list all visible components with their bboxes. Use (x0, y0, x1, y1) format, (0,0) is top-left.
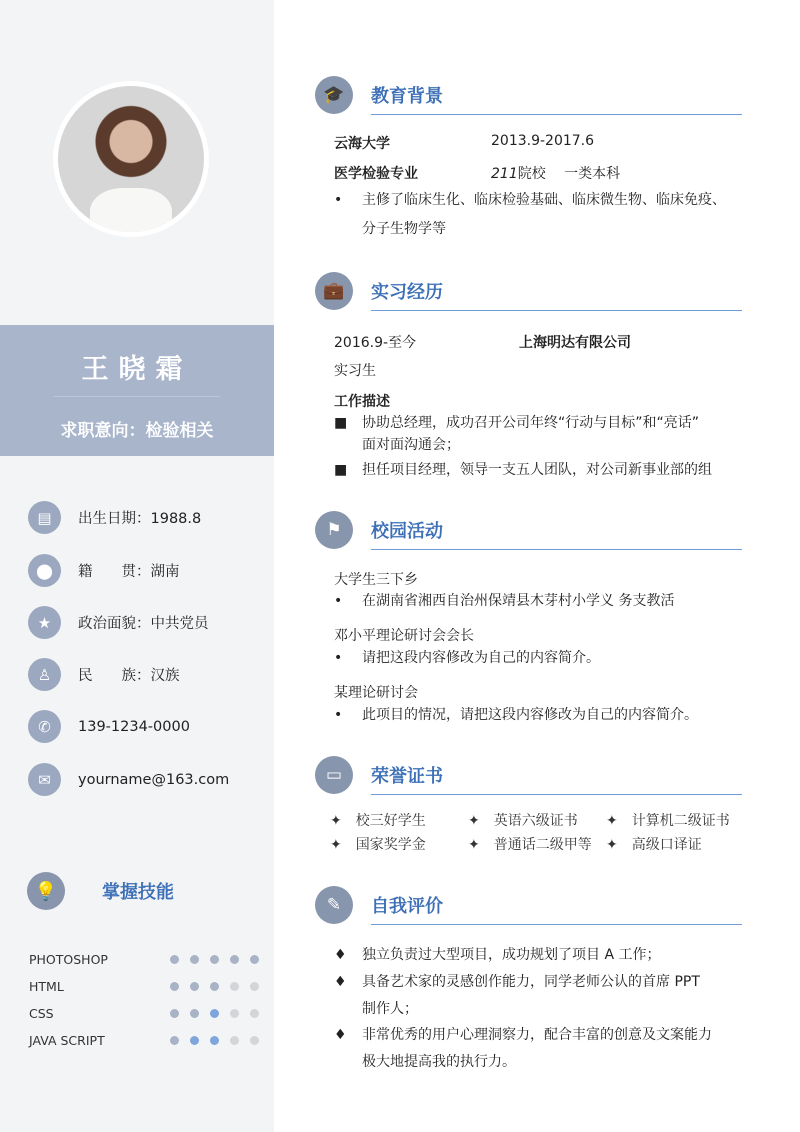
intern-bullet: ■ 协助总经理，成功召开公司年终“行动与目标”和“亮话” 面对面沟通会； (334, 415, 700, 453)
phone-icon: ✆ (28, 710, 61, 743)
skill-dot (250, 1036, 259, 1045)
activity-name: 大学生三下乡 (334, 572, 418, 588)
company: 上海明达有限公司 (519, 335, 631, 351)
bullet-line: 主修了临床生化、临床检验基础、临床微生物、临床免疫、 (362, 192, 726, 208)
name: 王晓霜 (81, 354, 193, 385)
info-origin (28, 554, 180, 587)
skill-dot (210, 982, 219, 991)
bullet-line: 请把这段内容修改为自己的内容简介。 (362, 650, 600, 666)
activity-bullet: • 在湖南省湘西自治州保靖县木芽村小学义 务支教活 (334, 587, 744, 616)
skill-dot (170, 955, 179, 964)
honors-header (315, 754, 742, 795)
info-text: 政治面貌：中共党员 (78, 616, 209, 632)
cake-icon: ▤ (28, 501, 61, 534)
self-bullet: ♦ 具备艺术家的灵感创作能力，同学老师公认的首席 PPT 制作人； (334, 974, 700, 1017)
skill-dot (170, 982, 179, 991)
person-icon: ♙ (28, 658, 61, 691)
skill-name: HTML (29, 979, 64, 994)
briefcase-icon: 💼 (315, 272, 353, 310)
info-email (28, 763, 229, 796)
sparkle-icon: ✦ (468, 813, 480, 829)
info-text: 籍 贯：湖南 (78, 564, 180, 580)
honor-label: 计算机二级证书 (631, 813, 730, 829)
section-title: 实习经历 (371, 278, 742, 311)
tag-211: 211 (491, 166, 518, 182)
skill-dot (210, 955, 219, 964)
self-bullet: ♦ 非常优秀的用户心理洞察力，配合丰富的创意及文案能力 极大地提高我的执行力。 (334, 1027, 712, 1070)
skill-dot (230, 1036, 239, 1045)
skill-dot (230, 982, 239, 991)
sparkle-icon: ✦ (606, 837, 618, 853)
skills-header (27, 872, 174, 910)
info-politics (28, 606, 209, 639)
honor-item (606, 834, 702, 854)
mail-icon: ✉ (28, 763, 61, 796)
skill-dot (190, 955, 199, 964)
skill-level (170, 1009, 259, 1018)
sparkle-icon: ✦ (606, 813, 618, 829)
bullet-line: 担任项目经理，领导一支五人团队，对公司新事业部的组 (362, 462, 712, 478)
graduation-cap-icon: 🎓 (315, 76, 353, 114)
sparkle-icon: ✦ (330, 813, 342, 829)
skill-level (170, 955, 259, 964)
info-text: 139-1234-0000 (78, 718, 190, 735)
activity-name: 某理论研讨会 (334, 685, 418, 701)
self-eval-header (315, 884, 742, 925)
info-birth (28, 501, 201, 534)
info-ethnicity (28, 658, 180, 691)
info-phone (28, 710, 190, 743)
skill-dot (210, 1009, 219, 1018)
skill-row (29, 952, 259, 967)
school: 云海大学 (334, 136, 390, 152)
campus-header (315, 509, 742, 550)
skill-dot (170, 1036, 179, 1045)
avatar (53, 81, 209, 237)
activity-bullet: • 此项目的情况，请把这段内容修改为自己的内容简介。 (334, 701, 744, 730)
bullet-line: 非常优秀的用户心理洞察力，配合丰富的创意及文案能力 (362, 1027, 712, 1043)
info-text: 民 族：汉族 (78, 668, 180, 684)
bullet-line: 具备艺术家的灵感创作能力，同学老师公认的首席 PPT (362, 974, 700, 990)
skill-level (170, 1036, 259, 1045)
divider (54, 396, 220, 397)
internship-header (315, 270, 742, 311)
skill-dot (190, 1036, 199, 1045)
skill-dot (250, 1009, 259, 1018)
sparkle-icon: ✦ (468, 837, 480, 853)
bullet-line: 协助总经理，成功召开公司年终“行动与目标”和“亮话” (362, 415, 700, 431)
skill-row (29, 1006, 259, 1021)
honor-label: 英语六级证书 (493, 813, 578, 829)
intern-bullet: ■ 担任项目经理，领导一支五人团队，对公司新事业部的组 (334, 459, 744, 481)
skill-row (29, 979, 259, 994)
school-tags (491, 163, 620, 183)
skill-dot (190, 982, 199, 991)
honor-item (468, 834, 592, 854)
tag-rest: 院校 一类本科 (517, 166, 621, 182)
skill-name: PHOTOSHOP (29, 952, 108, 967)
desc-title: 工作描述 (334, 394, 390, 410)
activity-name: 邓小平理论研讨会会长 (334, 628, 474, 644)
bullet-line: 分子生物学等 (362, 221, 446, 237)
skill-dot (210, 1036, 219, 1045)
skill-dot (190, 1009, 199, 1018)
star-icon: ★ (28, 606, 61, 639)
section-title: 校园活动 (371, 517, 742, 550)
skill-dot (250, 955, 259, 964)
skill-dot (230, 955, 239, 964)
info-text: 出生日期：1988.8 (78, 511, 202, 527)
edu-bullet: • 主修了临床生化、临床检验基础、临床微生物、临床免疫、 分子生物学等 (334, 192, 726, 237)
job-objective: 求职意向：检验相关 (60, 421, 214, 441)
honor-item (330, 834, 426, 854)
skills-title: 掌握技能 (102, 882, 174, 903)
sparkle-icon: ✦ (330, 837, 342, 853)
bullet-line: 在湖南省湘西自治州保靖县木芽村小学义 务支教活 (362, 593, 675, 609)
section-title: 荣誉证书 (371, 762, 742, 795)
location-icon: ⬤ (28, 554, 61, 587)
education-header (315, 74, 742, 115)
skill-name: CSS (29, 1006, 54, 1021)
certificate-icon: ▭ (315, 756, 353, 794)
intern-period: 2016.9-至今 (334, 335, 417, 351)
flag-icon: ⚑ (315, 511, 353, 549)
skill-level (170, 982, 259, 991)
bullet-line: 独立负责过大型项目，成功规划了项目 A 工作； (362, 947, 661, 963)
info-text: yourname@163.com (78, 771, 230, 788)
honor-item (330, 810, 426, 830)
honor-label: 国家奖学金 (355, 837, 426, 853)
honor-item (468, 810, 578, 830)
skill-dot (230, 1009, 239, 1018)
honor-item (606, 810, 730, 830)
skill-name: JAVA SCRIPT (29, 1033, 105, 1048)
edu-period: 2013.9-2017.6 (491, 133, 595, 149)
honor-label: 校三好学生 (355, 813, 426, 829)
lightbulb-icon: 💡 (27, 872, 65, 910)
self-bullet: ♦ 独立负责过大型项目，成功规划了项目 A 工作； (334, 942, 744, 969)
bullet-line: 面对面沟通会； (362, 437, 460, 453)
role: 实习生 (334, 363, 376, 379)
bullet-line: 制作人； (362, 1001, 418, 1017)
activity-bullet: • 请把这段内容修改为自己的内容简介。 (334, 644, 744, 673)
skill-dot (170, 1009, 179, 1018)
section-title: 自我评价 (371, 892, 742, 925)
bullet-line: 此项目的情况，请把这段内容修改为自己的内容简介。 (362, 707, 698, 723)
skill-row (29, 1033, 259, 1048)
major: 医学检验专业 (334, 166, 418, 182)
section-title: 教育背景 (371, 82, 742, 115)
skill-dot (250, 982, 259, 991)
edit-icon: ✎ (315, 886, 353, 924)
name-band (0, 325, 274, 456)
honor-label: 高级口译证 (631, 837, 702, 853)
honor-label: 普通话二级甲等 (493, 837, 592, 853)
bullet-line: 极大地提高我的执行力。 (362, 1054, 516, 1070)
